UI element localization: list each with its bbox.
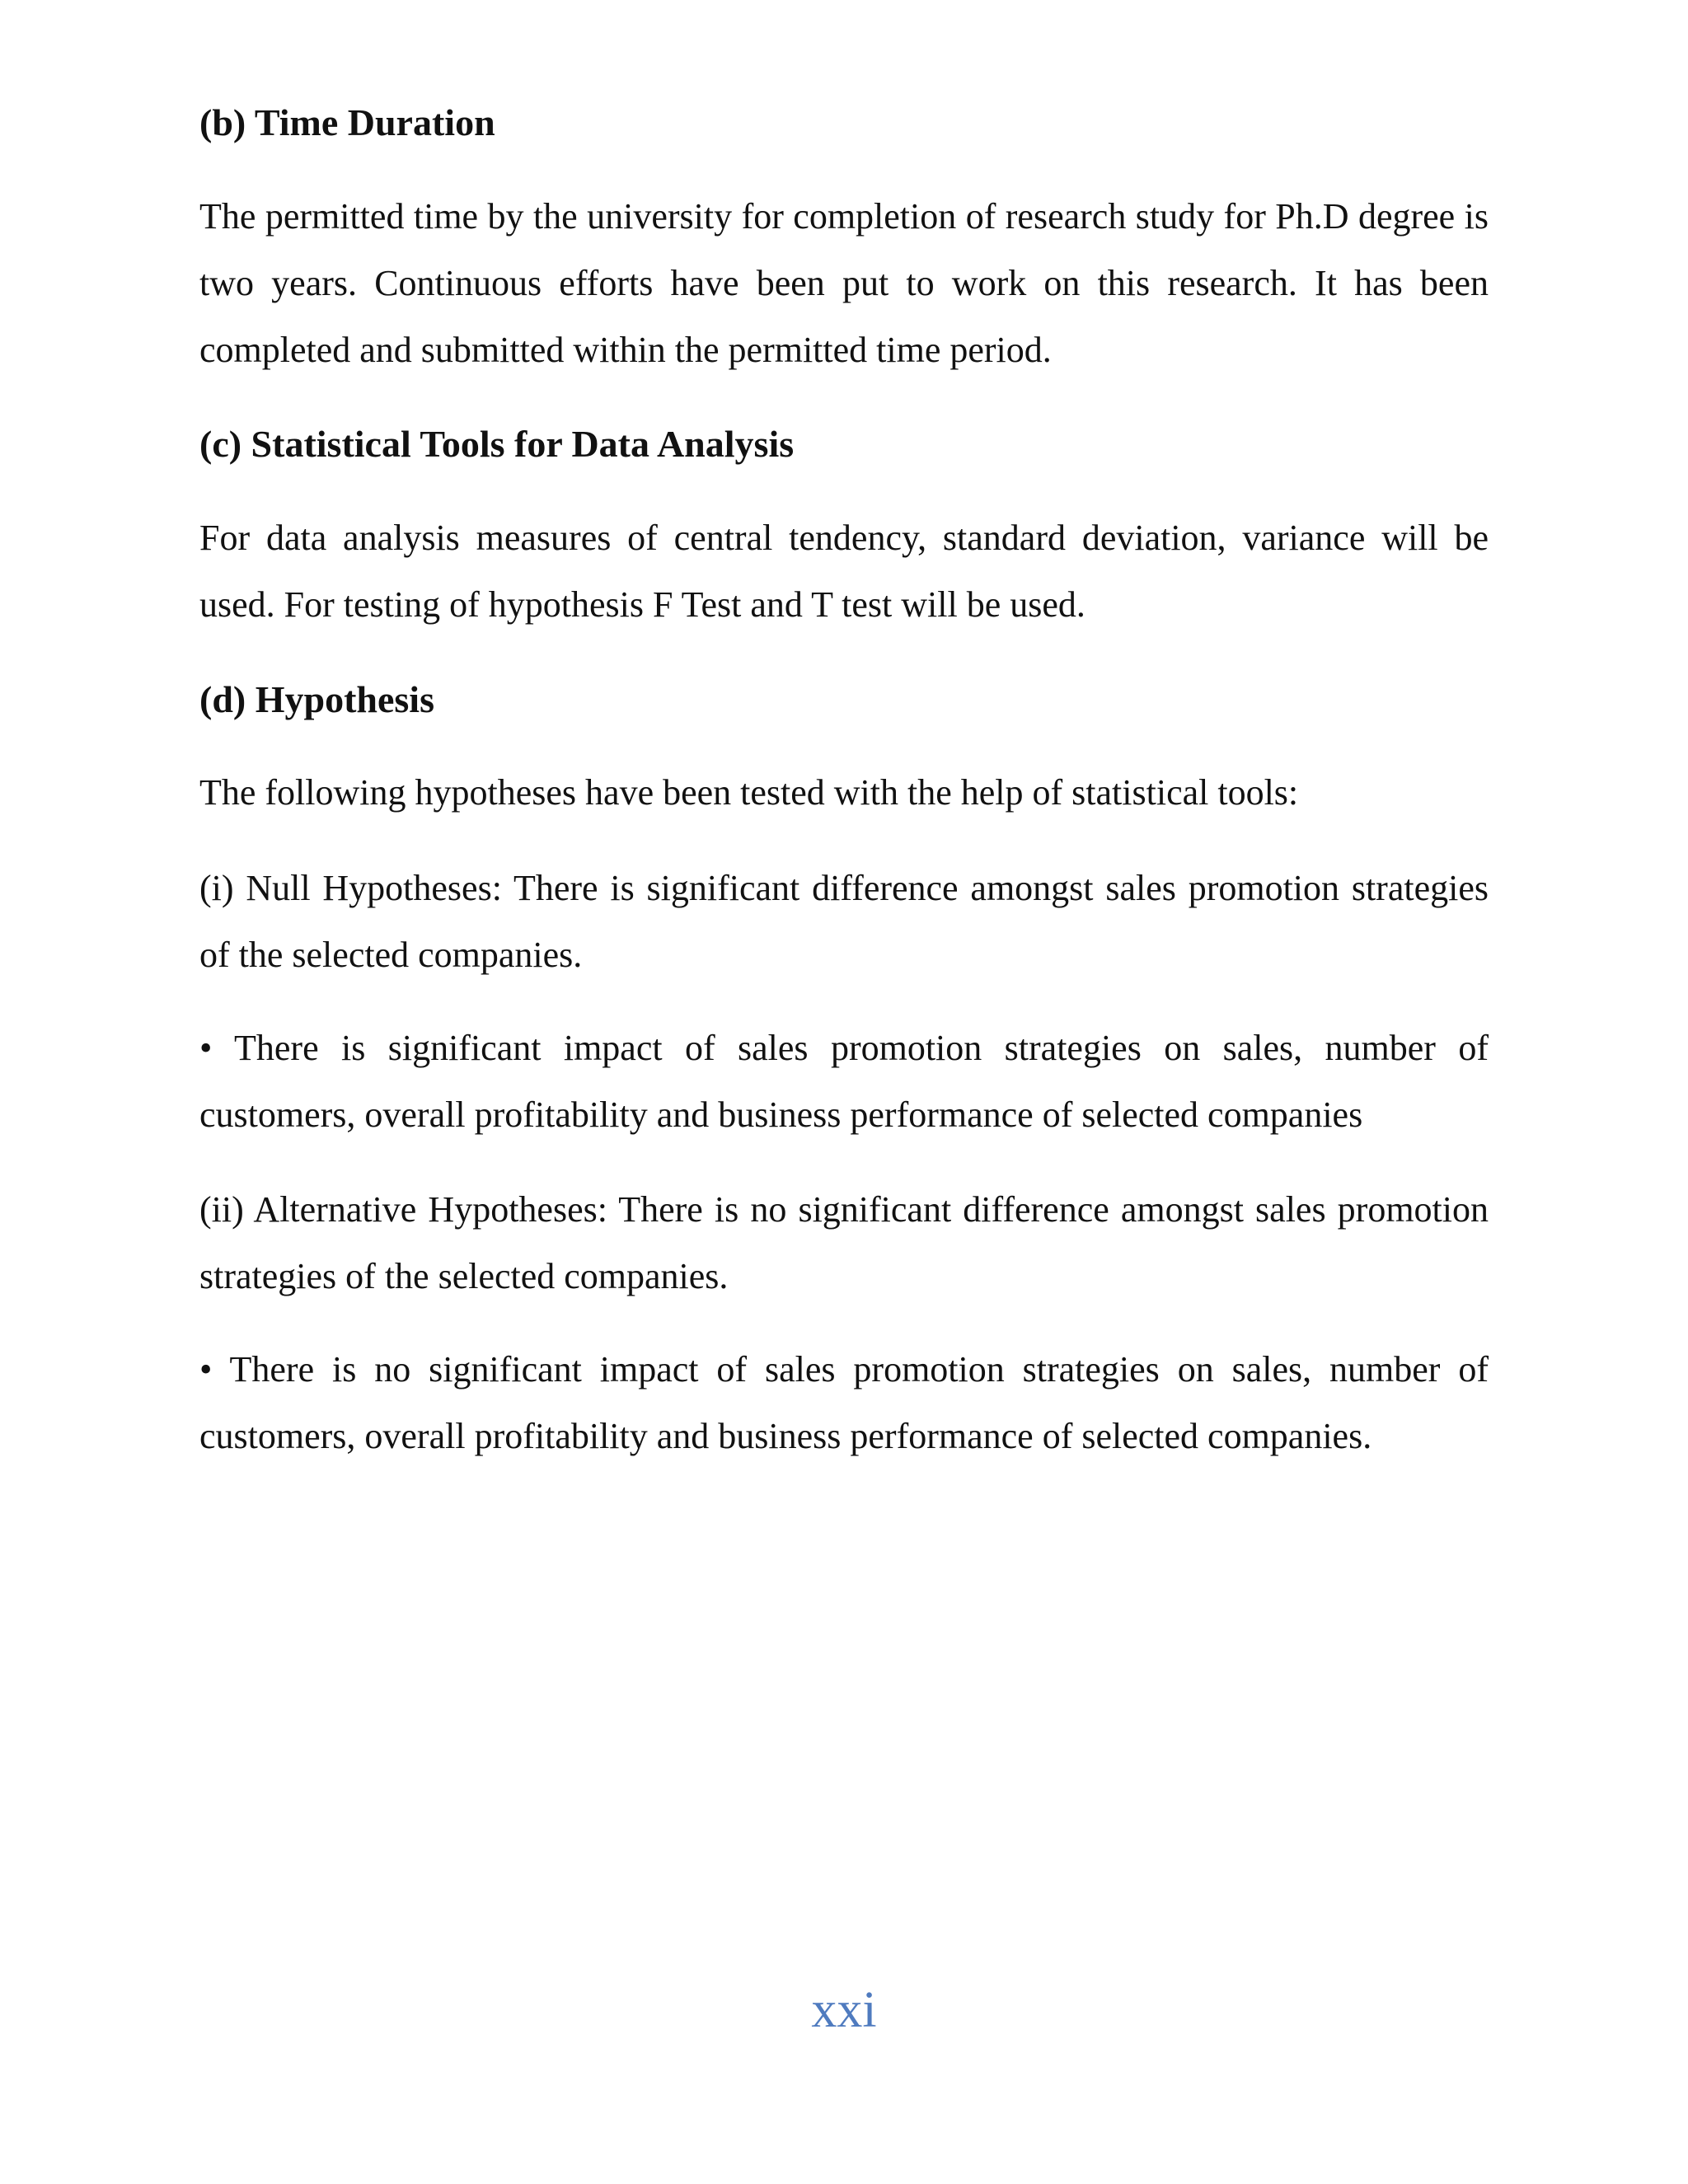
bullet-null-hypothesis: • There is significant impact of sales promotion strategies on sales, number of customers, overall profitability and business performance of selected companies: [199, 1028, 1489, 1135]
section-heading-statistical-tools: (c) Statistical Tools for Data Analysis: [199, 423, 795, 465]
section-heading-hypothesis: (d) Hypothesis: [199, 678, 434, 720]
section-heading-time-duration: (b) Time Duration: [199, 101, 495, 143]
paragraph-hypothesis-intro: The following hypotheses have been tested with the help of statistical tools:: [199, 772, 1299, 813]
bullet-alternative-hypothesis: • There is no significant impact of sales promotion strategies on sales, number of customers, overall profitability and business performance of selected companies.: [199, 1349, 1489, 1456]
paragraph-null-hypothesis: (i) Null Hypotheses: There is significant difference amongst sales promotion strategies of the selected companies.: [199, 868, 1489, 975]
paragraph-statistical-tools: For data analysis measures of central tendency, standard deviation, variance will be used. For testing of hypothesis F Test and T test will be used.: [199, 518, 1489, 625]
page-number: xxi: [811, 1982, 877, 2038]
paragraph-time-duration: The permitted time by the university for completion of research study for Ph.D degree is two years. Continuous efforts have been put to work on this research. It has been completed and submitted within the permitted time period.: [199, 196, 1489, 370]
paragraph-alternative-hypothesis: (ii) Alternative Hypotheses: There is no significant difference amongst sales promotion strategies of the selected companies.: [199, 1189, 1489, 1296]
